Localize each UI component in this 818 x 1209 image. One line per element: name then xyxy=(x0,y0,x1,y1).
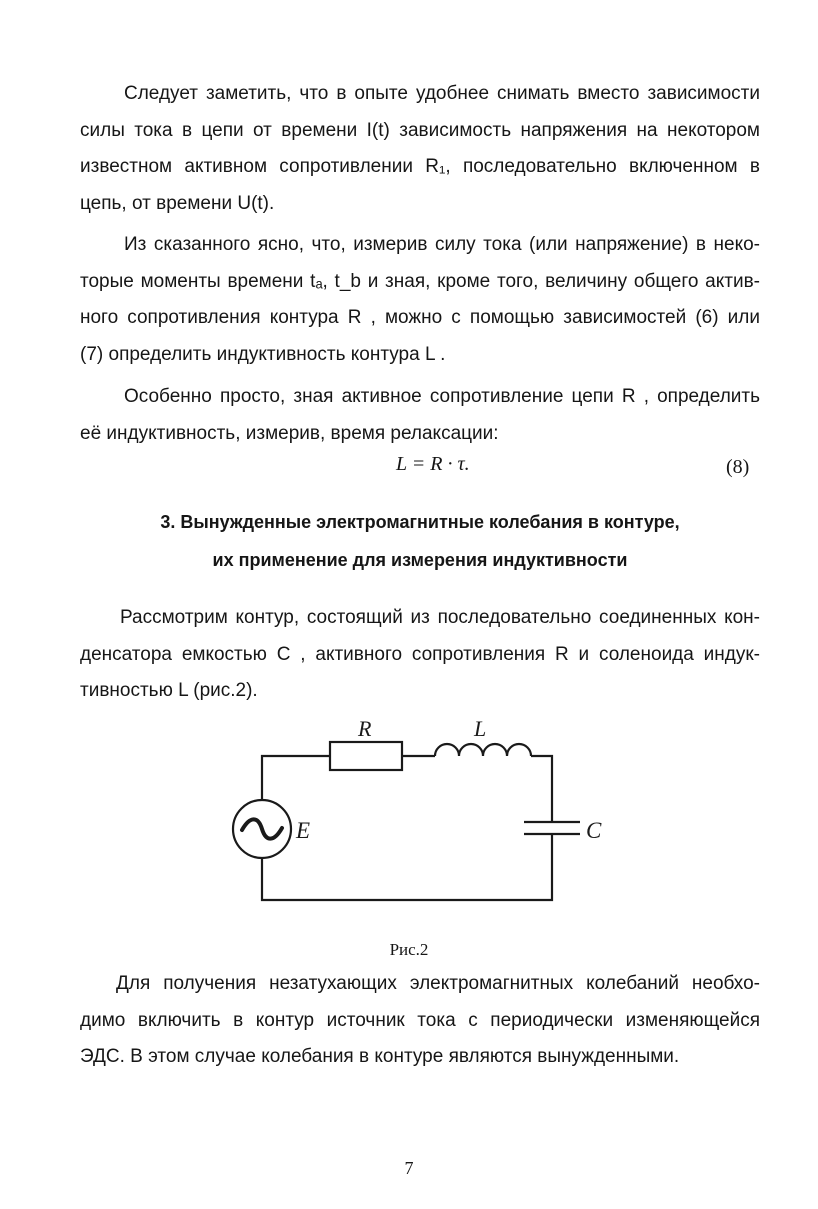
figure-caption: Рис.2 xyxy=(389,940,429,959)
wire-top-left xyxy=(262,756,330,800)
paragraph-line: Из сказанного ясно, что, измерив силу тока (или напряжение) в неко- xyxy=(124,234,760,255)
paragraph-line: Рассмотрим контур, состоящий из последовательно соединенных кон- xyxy=(120,607,760,628)
paragraph-3 xyxy=(80,379,760,452)
paragraph-line: её индуктивность, измерив, время релаксации: xyxy=(80,422,499,444)
paragraph-1 xyxy=(80,76,760,222)
paragraph-line: димо включить в контур источник тока с периодически изменяющейся xyxy=(80,1009,760,1031)
wire-right-top xyxy=(531,756,552,822)
paragraph-line: цепь, от времени U(t). xyxy=(80,192,275,214)
paragraph-line: Следует заметить, что в опыте удобнее снимать вместо зависимости xyxy=(124,83,760,104)
paragraph-line: денсатора емкостью C , активного сопротивления R и соленоида индук- xyxy=(80,643,760,665)
inductor-label: L xyxy=(474,716,487,741)
paragraph-line: (7) определить индуктивность контура L . xyxy=(80,343,446,365)
paragraph-line: тивностью L (рис.2). xyxy=(80,680,258,701)
wire-bottom xyxy=(262,834,552,900)
paragraph-line: известном активном сопротивлении R₁, последовательно включенном в xyxy=(80,156,760,177)
section-heading-line-1: 3. Вынужденные электромагнитные колебания в контуре, xyxy=(160,512,680,532)
resistor xyxy=(330,742,402,770)
paragraph-line: Особенно просто, зная активное сопротивление цепи R , определить xyxy=(124,386,760,407)
paragraph-line: ЭДС. В этом случае колебания в контуре являются вынужденными. xyxy=(80,1046,680,1067)
section-heading-line-2: их применение для измерения индуктивности xyxy=(212,550,628,570)
paragraph-line: торые моменты времени tₐ, t_b и зная, кроме того, величину общего актив- xyxy=(80,270,760,292)
equation-number: (8) xyxy=(726,456,750,478)
paragraph-4 xyxy=(80,600,760,710)
page-number: 7 xyxy=(404,1158,414,1178)
inductor xyxy=(435,744,531,756)
ac-wave-icon xyxy=(242,819,282,838)
paragraph-line: ного сопротивления контура R , можно с помощью зависимостей (6) или xyxy=(80,307,760,328)
formula-8: L = R · τ. xyxy=(396,453,470,475)
paragraph-2 xyxy=(80,227,760,373)
paragraph-line: силы тока в цепи от времени I(t) зависимость напряжения на некотором xyxy=(80,119,760,141)
resistor-label: R xyxy=(358,716,372,741)
rlc-circuit-diagram xyxy=(220,710,620,915)
paragraph-5 xyxy=(80,966,760,1076)
paragraph-line: Для получения незатухающих электромагнитных колебаний необхо- xyxy=(116,973,760,994)
source-label: E xyxy=(296,818,311,843)
capacitor-label: C xyxy=(586,818,602,843)
